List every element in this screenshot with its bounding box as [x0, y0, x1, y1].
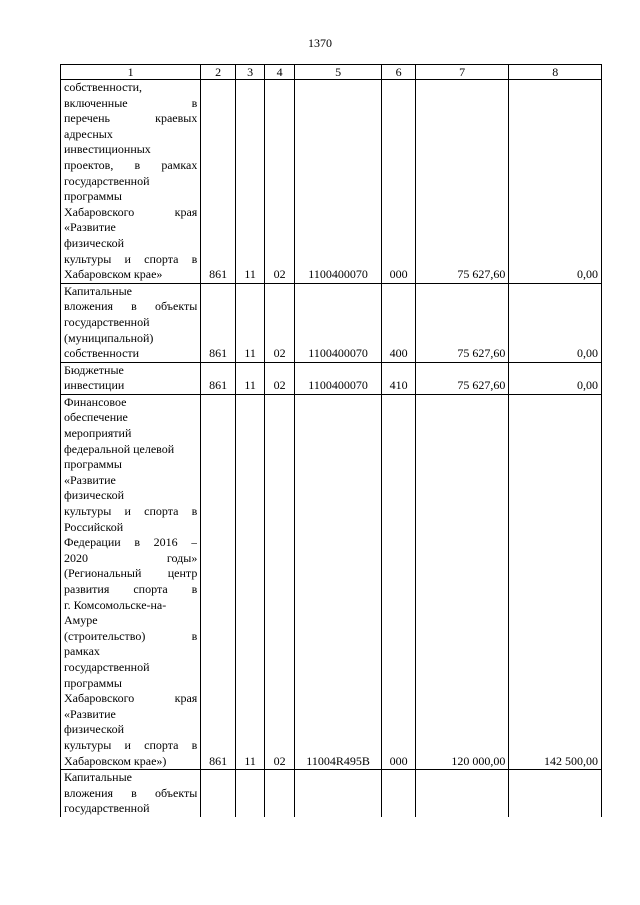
header-row — [61, 65, 602, 80]
row-name-cell — [61, 394, 201, 769]
row-name-line: Капитальные — [64, 283, 132, 298]
row-name-line: культуры и спорта в — [64, 737, 198, 752]
expense-type-cell: 000 — [382, 80, 416, 284]
row-name-line: культуры и спорта в — [64, 504, 198, 519]
table-row — [61, 80, 602, 284]
row-name-line: «Развитие — [64, 706, 116, 721]
amount-2020-cell: 0,00 — [509, 80, 602, 284]
target-article-cell: 1100400070 — [294, 362, 381, 394]
row-name-line: собственности — [64, 346, 140, 361]
expense-type-cell — [382, 770, 416, 817]
grbs-cell — [201, 770, 236, 817]
row-name-line: Капитальные — [64, 770, 132, 785]
expense-type-cell: 000 — [382, 394, 416, 769]
row-name-line: культуры и спорта в — [64, 251, 198, 266]
row-name-line: Финансовое — [64, 394, 127, 409]
row-name-line: Амуре — [64, 613, 98, 628]
row-name-line: Хабаровском крае») — [64, 753, 167, 768]
table-row — [61, 283, 602, 362]
target-article-cell — [294, 770, 381, 817]
table-row — [61, 394, 602, 769]
amount-2019-cell: 75 627,60 — [415, 362, 509, 394]
row-name-line: государственной — [64, 173, 150, 188]
row-name-cell — [61, 80, 201, 284]
row-name-line: инвестиционных — [64, 142, 151, 157]
header-cell: 3 — [235, 65, 264, 80]
row-name-line: обеспечение — [64, 410, 128, 425]
row-name-line: (строительство) в — [64, 628, 198, 643]
target-article-cell: 1100400070 — [294, 80, 381, 284]
expense-type-cell: 410 — [382, 362, 416, 394]
grbs-cell: 861 — [201, 362, 236, 394]
subsection-cell: 02 — [265, 362, 294, 394]
section-cell: 11 — [235, 394, 264, 769]
subsection-cell: 02 — [265, 283, 294, 362]
row-name-line: (Региональный центр — [64, 566, 198, 581]
target-article-cell: 11004R495B — [294, 394, 381, 769]
row-name-line: Российской — [64, 519, 124, 534]
amount-2020-cell — [509, 770, 602, 817]
row-name-line: Хабаровского края — [64, 204, 198, 219]
row-name-line: государственной — [64, 659, 150, 674]
row-name-line: программы — [64, 675, 122, 690]
row-name-line: Федерации в 2016 – — [64, 535, 198, 550]
subsection-cell — [265, 770, 294, 817]
section-cell: 11 — [235, 362, 264, 394]
grbs-cell: 861 — [201, 394, 236, 769]
amount-2019-cell: 75 627,60 — [415, 283, 509, 362]
header-cell: 2 — [201, 65, 236, 80]
subsection-cell: 02 — [265, 394, 294, 769]
row-name-line: Хабаровского края — [64, 691, 198, 706]
row-name-line: физической — [64, 235, 124, 250]
row-name-line: физической — [64, 722, 124, 737]
row-name-line: (муниципальной) — [64, 330, 154, 345]
row-name-line: включенные в — [64, 95, 198, 110]
amount-2020-cell: 0,00 — [509, 362, 602, 394]
row-name-line: инвестиции — [64, 378, 125, 393]
header-cell: 8 — [509, 65, 602, 80]
header-cell: 1 — [61, 65, 201, 80]
expense-type-cell: 400 — [382, 283, 416, 362]
row-name-line: рамках — [64, 644, 100, 659]
row-name-line: Хабаровском крае» — [64, 267, 163, 282]
header-cell: 7 — [415, 65, 509, 80]
header-cell: 5 — [294, 65, 381, 80]
row-name-line: государственной — [64, 314, 150, 329]
row-name-line: мероприятий — [64, 426, 132, 441]
grbs-cell: 861 — [201, 80, 236, 284]
section-cell — [235, 770, 264, 817]
row-name-line: развития спорта в — [64, 582, 198, 596]
row-name-line: адресных — [64, 126, 113, 141]
row-name-line: «Развитие — [64, 472, 116, 487]
row-name-line: программы — [64, 189, 122, 204]
row-name-line: вложения в объекты — [64, 785, 198, 800]
budget-table — [60, 64, 602, 817]
amount-2019-cell — [415, 770, 509, 817]
section-cell: 11 — [235, 283, 264, 362]
subsection-cell: 02 — [265, 80, 294, 284]
row-name-line: Бюджетные — [64, 362, 124, 377]
section-cell: 11 — [235, 80, 264, 284]
row-name-line: федеральной целевой — [64, 441, 175, 456]
table-row — [61, 362, 602, 394]
header-cell: 6 — [382, 65, 416, 80]
amount-2020-cell: 0,00 — [509, 283, 602, 362]
row-name-line: проектов, в рамках — [64, 157, 198, 172]
row-name-cell — [61, 362, 201, 394]
amount-2019-cell: 120 000,00 — [415, 394, 509, 769]
row-name-line: государственной — [64, 801, 150, 816]
row-name-line: программы — [64, 457, 122, 472]
row-name-line: «Развитие — [64, 220, 116, 235]
row-name-cell — [61, 283, 201, 362]
target-article-cell: 1100400070 — [294, 283, 381, 362]
row-name-line: перечень краевых — [64, 111, 198, 126]
grbs-cell: 861 — [201, 283, 236, 362]
row-name-line: вложения в объекты — [64, 299, 198, 314]
row-name-line: физической — [64, 488, 124, 503]
row-name-cell — [61, 770, 201, 817]
row-name-line: собственности, — [64, 80, 143, 94]
table-row — [61, 770, 602, 817]
page-number: 1370 — [308, 36, 332, 50]
row-name-line: г. Комсомольске-на- — [64, 597, 167, 612]
header-cell: 4 — [265, 65, 294, 80]
amount-2019-cell: 75 627,60 — [415, 80, 509, 284]
amount-2020-cell: 142 500,00 — [509, 394, 602, 769]
row-name-line: 2020 годы» — [64, 550, 198, 565]
